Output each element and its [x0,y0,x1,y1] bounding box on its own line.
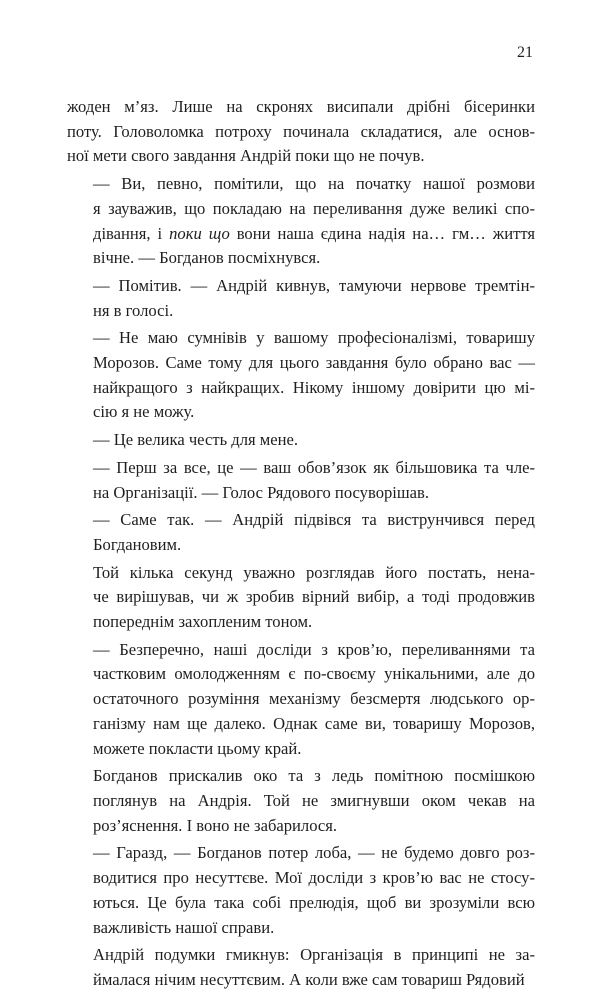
text-line: Андрій подумки гмикнув: Організація в принципі не за- [93,945,535,965]
text-line: ганізму нам ще далеко. Однак саме ви, товаришу Морозов, [93,713,535,733]
text-line: ня в голосі. [93,300,174,320]
text-line: Той кілька секунд уважно розглядав його постать, нена- [93,562,535,582]
text-line: на Організації. — Голос Рядового посуворішав. [93,482,430,502]
text-line: — Ви, певно, помітили, що на початку нашої розмови [93,174,535,194]
text-line: Морозов. Саме тому для цього завдання було обрано вас — [93,353,535,373]
text-line: Богдановим. [93,534,182,554]
text-line: — Перш за все, це — ваш обов’язок як більшовика та чле- [93,457,535,477]
text-line: Богданов прискалив око та з ледь помітною посмішкою [93,766,535,786]
text-line: — Саме так. — Андрій підвівся та виструнчився перед [93,510,535,530]
text-line: поту. Головоломка потроху починала складатися, але основ- [67,121,535,141]
paragraph [67,943,535,992]
text-line: ються. Це була така собі прелюдія, щоб ви зрозуміли всю [93,892,535,912]
page-number: 21 [517,44,533,61]
paragraph [67,326,535,425]
paragraph [67,274,535,323]
text-line: че вирішував, чи ж зробив вірний вибір, а тоді продовжив [93,587,535,607]
text-line: — Гаразд, — Богданов потер лоба, — не будемо довго роз- [93,843,535,863]
text-line: можете покласти цьому край. [93,738,302,758]
paragraph [67,561,535,635]
paragraph [67,172,535,271]
text-line: — Безперечно, наші досліди з кров’ю, переливаннями та [93,639,535,659]
text-line: поглянув на Андрія. Той не змигнувши оком чекав на [93,790,535,810]
text-line: жоден м’яз. Лише на скронях висипали дрібні бісеринки [67,97,535,116]
text-line: — Не маю сумнівів у вашому професіоналізмі, товаришу [93,328,535,348]
paragraph [67,638,535,762]
text-line: остаточного розуміння механізму безсмертя людського ор- [93,689,535,709]
text-line: сію я не можу. [93,402,195,422]
text-line: частковим омолодженням є по-своєму унікальними, але до [93,664,535,684]
text-line: — Помітив. — Андрій кивнув, тамуючи нервове тремтін- [93,275,535,295]
paragraph [67,456,535,505]
paragraph [67,508,535,557]
text-line: роз’яснення. І воно не забарилося. [93,815,338,835]
text-line: ймалася нічим несуттєвим. А коли вже сам товариш Рядовий [93,969,525,989]
paragraph [67,95,535,169]
text-line: вічне. — Богданов посміхнувся. [93,248,321,268]
paragraph [67,764,535,838]
emphasis: поки що [169,223,230,243]
paragraph [67,841,535,940]
text-line: я зауважив, що покладаю на переливання дуже великі спо- [93,198,535,218]
text-line: ної мети свого завдання Андрій поки що не почув. [67,146,425,166]
paragraph [67,428,535,453]
text-line: — Це велика честь для мене. [93,430,299,450]
text-line: дівання, і поки що вони наша єдина надія на… гм… життя [93,223,536,243]
body-text [67,95,535,996]
text-line: найкращого з найкращих. Нікому іншому довірити цю мі- [93,377,535,397]
text-line: водитися про несуттєве. Мої досліди з кров’ю вас не стосу- [93,868,535,888]
text-line: важливість нашої справи. [93,917,275,937]
text-line: попереднім захопленим тоном. [93,612,313,632]
